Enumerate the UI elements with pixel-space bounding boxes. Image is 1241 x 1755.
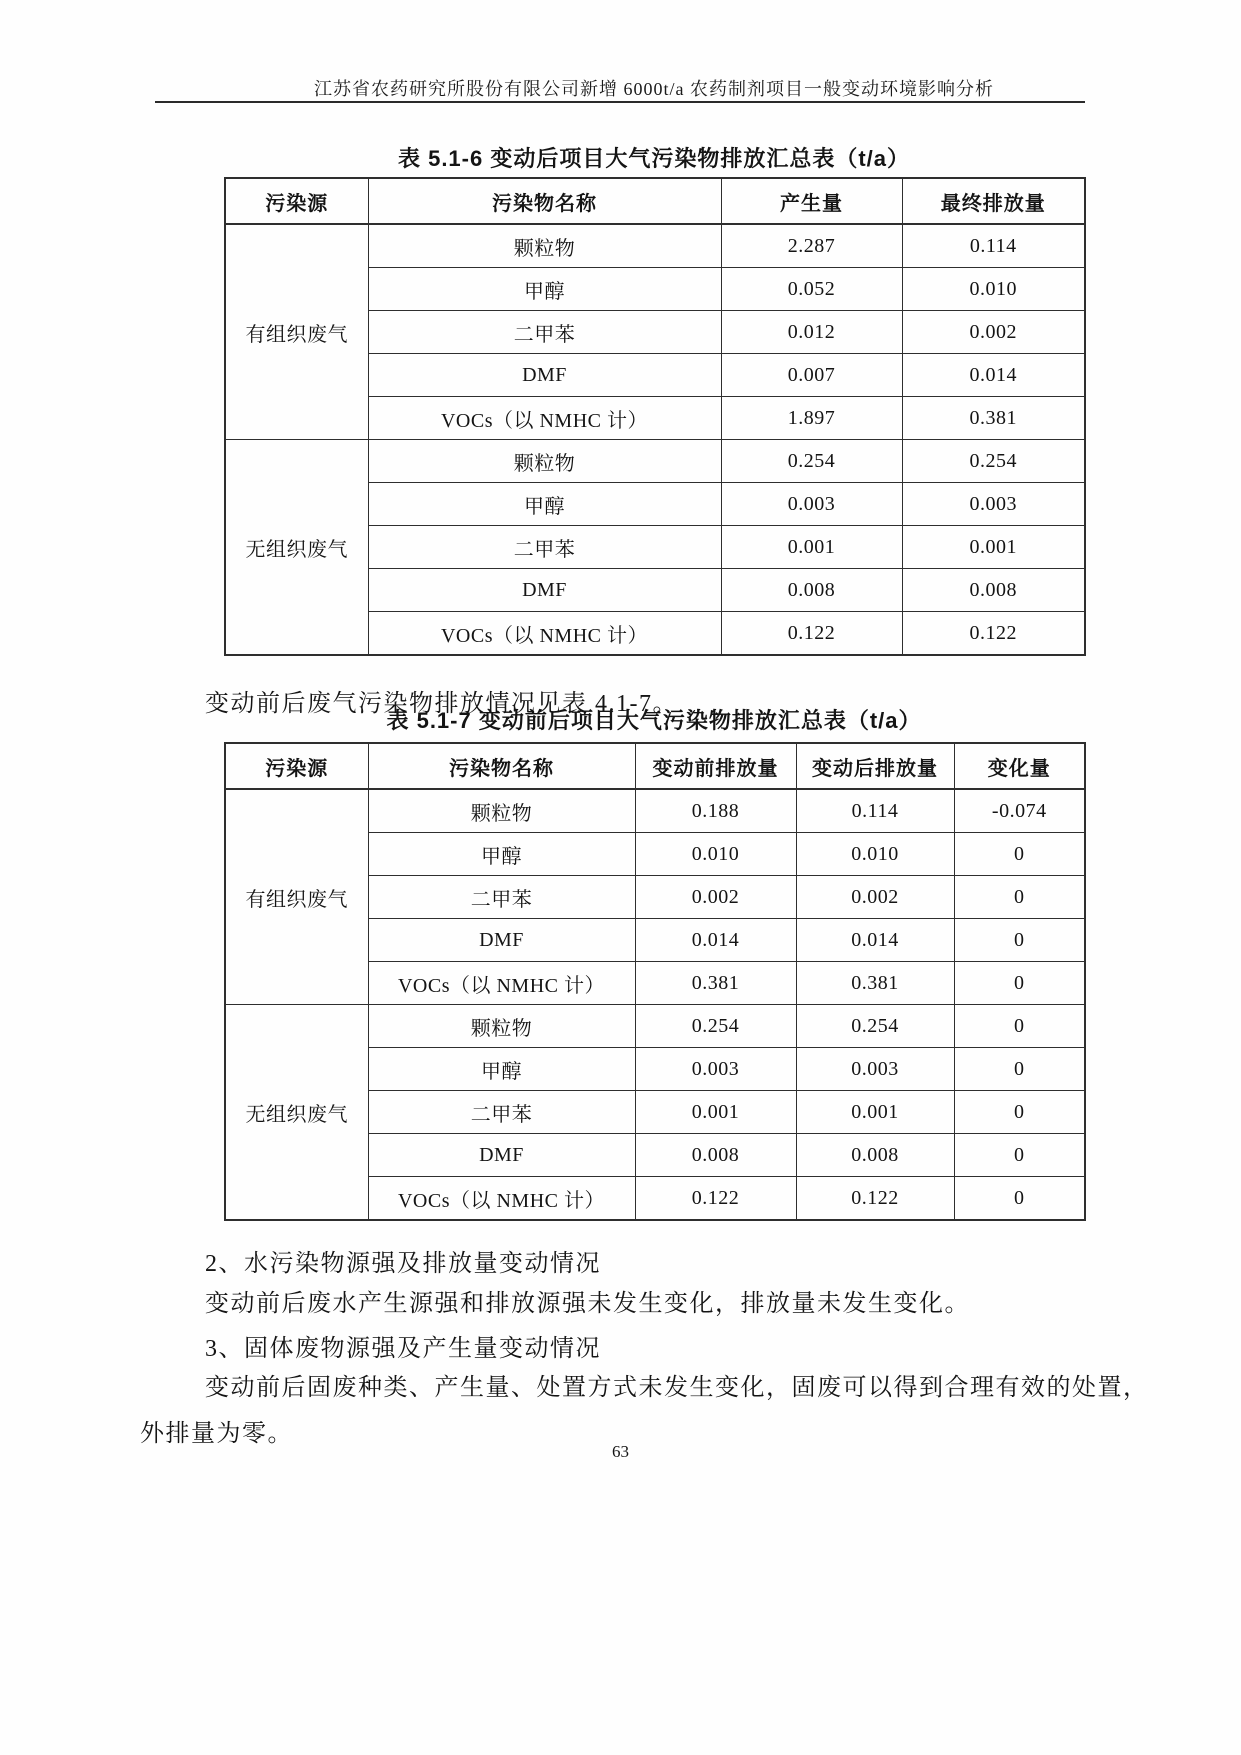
value-cell: 0.014 <box>902 354 1085 397</box>
value-cell: 0.114 <box>796 789 954 833</box>
column-header-after: 变动后排放量 <box>796 743 954 789</box>
column-header-pollutant: 污染物名称 <box>368 178 721 224</box>
pollutant-cell: VOCs（以 NMHC 计） <box>368 962 635 1005</box>
value-cell: 0.254 <box>902 440 1085 483</box>
value-cell: 0 <box>954 1005 1085 1048</box>
column-header-final: 最终排放量 <box>902 178 1085 224</box>
pollutant-cell: DMF <box>368 354 721 397</box>
value-cell: 0.381 <box>796 962 954 1005</box>
value-cell: 0 <box>954 962 1085 1005</box>
value-cell: 0.003 <box>796 1048 954 1091</box>
value-cell: 0.003 <box>635 1048 796 1091</box>
pollutant-cell: 甲醇 <box>368 833 635 876</box>
pollutant-cell: VOCs（以 NMHC 计） <box>368 1177 635 1221</box>
value-cell: 0.012 <box>721 311 902 354</box>
body-paragraph: 外排量为零。 <box>140 1421 293 1447</box>
value-cell: 0 <box>954 1048 1085 1091</box>
value-cell: 0.014 <box>635 919 796 962</box>
pollutant-cell: DMF <box>368 1134 635 1177</box>
table1-title: 表 5.1-6 变动后项目大气污染物排放汇总表（t/a） <box>397 146 911 171</box>
value-cell: 0 <box>954 833 1085 876</box>
value-cell: 0.007 <box>721 354 902 397</box>
pollutant-cell: 二甲苯 <box>368 526 721 569</box>
running-header: 江苏省农药研究所股份有限公司新增 6000t/a 农药制剂项目一般变动环境影响分析 <box>314 79 994 99</box>
value-cell: 0.001 <box>796 1091 954 1134</box>
column-header-source: 污染源 <box>225 743 368 789</box>
body-paragraph: 2、水污染物源强及排放量变动情况 <box>205 1251 601 1277</box>
value-cell: 0 <box>954 1134 1085 1177</box>
value-cell: 0 <box>954 1177 1085 1221</box>
pollutant-cell: 二甲苯 <box>368 1091 635 1134</box>
table-header-row <box>225 178 1085 224</box>
value-cell: 0.008 <box>721 569 902 612</box>
pollutant-cell: 颗粒物 <box>368 224 721 268</box>
value-cell: 0.002 <box>796 876 954 919</box>
value-cell: 0.188 <box>635 789 796 833</box>
source-cell: 无组织废气 <box>225 1005 368 1221</box>
value-cell: 1.897 <box>721 397 902 440</box>
source-cell: 有组织废气 <box>225 789 368 1005</box>
pollutant-cell: VOCs（以 NMHC 计） <box>368 612 721 656</box>
value-cell: 0.052 <box>721 268 902 311</box>
pollutant-cell: 二甲苯 <box>368 311 721 354</box>
body-paragraph: 变动前后固废种类、产生量、处置方式未发生变化，固废可以得到合理有效的处置， <box>205 1375 1149 1401</box>
pollutant-cell: 甲醇 <box>368 1048 635 1091</box>
pollutant-cell: 甲醇 <box>368 483 721 526</box>
table-row <box>225 440 1085 483</box>
value-cell: 0 <box>954 876 1085 919</box>
value-cell: 0.002 <box>635 876 796 919</box>
value-cell: 0.122 <box>796 1177 954 1221</box>
value-cell: 0.381 <box>902 397 1085 440</box>
value-cell: 0.001 <box>902 526 1085 569</box>
table-header-row <box>225 743 1085 789</box>
value-cell: 0.254 <box>721 440 902 483</box>
value-cell: 0.014 <box>796 919 954 962</box>
value-cell: -0.074 <box>954 789 1085 833</box>
value-cell: 0.122 <box>721 612 902 656</box>
table-row <box>225 1005 1085 1048</box>
value-cell: 2.287 <box>721 224 902 268</box>
value-cell: 0 <box>954 1091 1085 1134</box>
value-cell: 0.002 <box>902 311 1085 354</box>
value-cell: 0.114 <box>902 224 1085 268</box>
pollutant-cell: DMF <box>368 569 721 612</box>
pollutant-cell: DMF <box>368 919 635 962</box>
pollutant-cell: 颗粒物 <box>368 1005 635 1048</box>
value-cell: 0.003 <box>721 483 902 526</box>
value-cell: 0 <box>954 919 1085 962</box>
value-cell: 0.008 <box>902 569 1085 612</box>
value-cell: 0.008 <box>635 1134 796 1177</box>
column-header-source: 污染源 <box>225 178 368 224</box>
value-cell: 0.122 <box>902 612 1085 656</box>
table-emissions-before-after-change <box>224 742 1086 1221</box>
body-paragraph: 变动前后废水产生源强和排放源强未发生变化，排放量未发生变化。 <box>205 1291 970 1317</box>
value-cell: 0.001 <box>635 1091 796 1134</box>
table-emissions-after-change <box>224 177 1086 656</box>
column-header-produced: 产生量 <box>721 178 902 224</box>
value-cell: 0.254 <box>635 1005 796 1048</box>
value-cell: 0.010 <box>635 833 796 876</box>
value-cell: 0.001 <box>721 526 902 569</box>
page-number: 63 <box>612 1442 629 1461</box>
value-cell: 0.008 <box>796 1134 954 1177</box>
body-paragraph: 3、固体废物源强及产生量变动情况 <box>205 1336 601 1362</box>
value-cell: 0.122 <box>635 1177 796 1221</box>
table2-title: 表 5.1-7 变动前后项目大气污染物排放汇总表（t/a） <box>386 708 922 733</box>
note-text: 变动前后废气污染物排放情况见表 4.1-7。 <box>205 691 678 717</box>
table-row <box>225 789 1085 833</box>
value-cell: 0.010 <box>902 268 1085 311</box>
value-cell: 0.254 <box>796 1005 954 1048</box>
column-header-change: 变化量 <box>954 743 1085 789</box>
column-header-pollutant: 污染物名称 <box>368 743 635 789</box>
table-row <box>225 224 1085 268</box>
source-cell: 无组织废气 <box>225 440 368 656</box>
value-cell: 0.381 <box>635 962 796 1005</box>
column-header-before: 变动前排放量 <box>635 743 796 789</box>
value-cell: 0.003 <box>902 483 1085 526</box>
pollutant-cell: 二甲苯 <box>368 876 635 919</box>
pollutant-cell: VOCs（以 NMHC 计） <box>368 397 721 440</box>
source-cell: 有组织废气 <box>225 224 368 440</box>
pollutant-cell: 颗粒物 <box>368 440 721 483</box>
pollutant-cell: 甲醇 <box>368 268 721 311</box>
header-divider <box>155 101 1085 103</box>
pollutant-cell: 颗粒物 <box>368 789 635 833</box>
value-cell: 0.010 <box>796 833 954 876</box>
